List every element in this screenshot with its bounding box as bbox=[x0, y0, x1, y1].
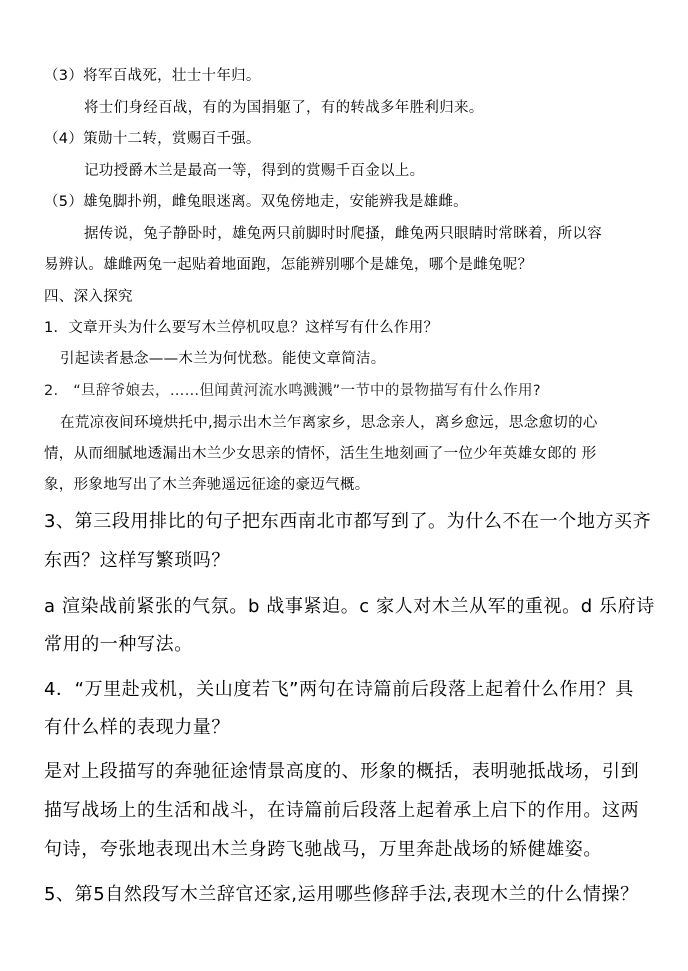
translation-line-5b: 易辨认。雄雌两兔一起贴着地面跑，怎能辨别哪个是雄兔，哪个是雌兔呢？ bbox=[44, 257, 533, 273]
translation-line-4: 记功授爵木兰是最高一等，得到的赏赐千百金以上。 bbox=[84, 163, 425, 179]
poem-line-3: （3）将军百战死，壮士十年归。 bbox=[44, 68, 261, 84]
translation-line-3: 将士们身经百战，有的为国捐躯了，有的转战多年胜利归来。 bbox=[84, 100, 484, 116]
answer-3a: a 渲染战前紧张的气氛。b 战事紧迫。c 家人对木兰从军的重视。d 乐府诗 bbox=[44, 596, 655, 617]
section-heading: 四、深入探究 bbox=[44, 289, 133, 305]
poem-line-4: （4）策勋十二转，赏赐百千强。 bbox=[44, 131, 261, 147]
answer-4a: 是对上段描写的奔驰征途情景高度的、形象的概括，表明驰抵战场，引到 bbox=[44, 761, 640, 782]
answer-2b: 情，从而细腻地透漏出木兰少女思亲的情怀，活生生地刻画了一位少年英雄女郎的 形 bbox=[44, 446, 597, 462]
question-4b: 有什么样的表现力量？ bbox=[44, 717, 230, 738]
poem-line-5: （5）雄兔脚扑朔，雌兔眼迷离。双兔傍地走，安能辨我是雄雌。 bbox=[44, 194, 468, 210]
question-3b: 东西？这样写繁琐吗？ bbox=[44, 550, 230, 571]
question-1: 1．文章开头为什么要写木兰停机叹息？这样写有什么作用？ bbox=[44, 320, 439, 336]
answer-4c: 句诗，夸张地表现出木兰身跨飞驰战马，万里奔赴战场的矫健雄姿。 bbox=[44, 839, 602, 860]
answer-3b: 常用的一种写法。 bbox=[44, 634, 193, 655]
answer-4b: 描写战场上的生活和战斗，在诗篇前后段落上起着承上启下的作用。这两 bbox=[44, 800, 640, 821]
answer-2c: 象，形象地写出了木兰奔驰遥远征途的豪迈气概。 bbox=[44, 477, 370, 493]
answer-2a: 在荒凉夜间环境烘托中,揭示出木兰乍离家乡，思念亲人，离乡愈远，思念愈切的心 bbox=[60, 415, 598, 431]
question-4a: 4．“万里赴戎机，关山度若飞”两句在诗篇前后段落上起着什么作用？具 bbox=[44, 679, 634, 700]
question-5: 5、第5自然段写木兰辞官还家,运用哪些修辞手法,表现木兰的什么情操？ bbox=[44, 884, 639, 905]
answer-1: 引起读者悬念——木兰为何忧愁。能使文章简洁。 bbox=[60, 351, 386, 367]
translation-line-5a: 据传说，兔子静卧时，雄兔两只前脚时时爬搔，雌兔两只眼睛时常眯着，所以容 bbox=[84, 226, 602, 242]
question-3a: 3、第三段用排比的句子把东西南北市都写到了。为什么不在一个地方买齐 bbox=[44, 511, 652, 532]
question-2: 2. “旦辞爷娘去，……但闻黄河流水鸣溅溅”一节中的景物描写有什么作用? bbox=[44, 383, 541, 399]
